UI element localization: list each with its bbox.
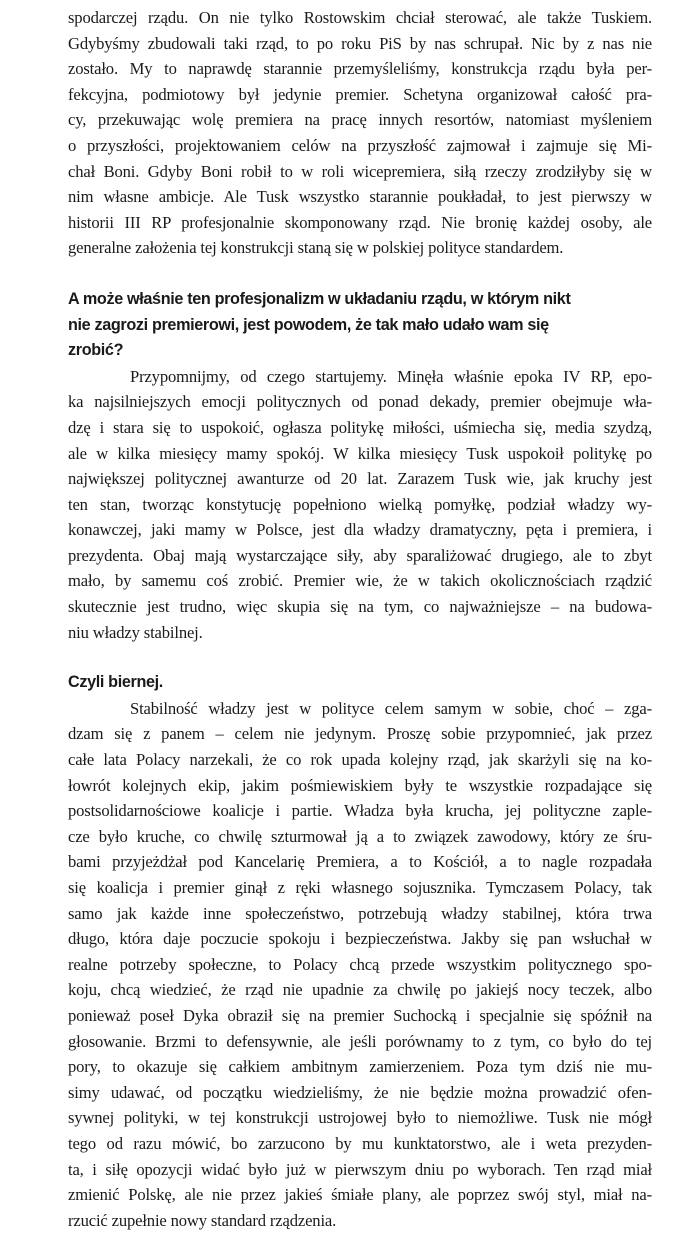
text-line: ten stan, tworząc konstytucję popełniono wielką pomyłkę, podział władzy wy- xyxy=(68,494,652,514)
text-line: bami przyjeżdżał pod Kancelarię Premiera, a to Kościół, a to nagle rozpadała xyxy=(68,852,652,872)
text-line: ale w kilka miesięcy mamy spokój. W kilka miesięcy Tusk uspokoił politykę po xyxy=(68,443,652,463)
text-line: zostało. My to naprawdę starannie przemyśleliśmy, konstrukcja rządu była per- xyxy=(68,59,652,79)
text-line: konawczej, jaki mamy w Polsce, jest dla władzy dramatyczny, pęta i premiera, i xyxy=(68,520,652,540)
text-line: zmienić Polskę, ale nie przez jakieś śmiałe plany, ale poprzez swój styl, miał na- xyxy=(68,1185,652,1205)
paragraph-spacer xyxy=(68,645,652,670)
text-line: długo, która daje poczucie spokoju i bezpieczeństwa. Jakby się pan wsłuchał w xyxy=(68,929,652,949)
interview-question-1 xyxy=(68,287,652,364)
text-line: mało, by samemu coś zrobić. Premier wie, że w takich okolicznościach rządzić xyxy=(68,571,652,591)
text-line: dzam się z panem – celem nie jedynym. Proszę sobie przypomnieć, jak przez xyxy=(68,724,652,744)
question-line: zrobić? xyxy=(68,341,124,360)
answer-paragraph-3 xyxy=(68,696,652,1233)
text-line: skutecznie jest trudno, więc skupia się na tym, co najważniejsze – na budowa- xyxy=(68,597,652,617)
question-line: A może właśnie ten profesjonalizm w układaniu rządu, w którym nikt xyxy=(68,289,571,308)
text-line: sywnej polityki, w tej konstrukcji ustrojowej było to niemożliwe. Tusk nie mógł xyxy=(68,1108,652,1128)
text-line: fekcyjna, podmiotowy był jedynie premier. Schetyna organizował całość pra- xyxy=(68,84,652,104)
text-line: całe lata Polacy narzekali, że co rok upada kolejny rząd, jak skarżyli się na ko- xyxy=(68,750,652,770)
text-line: realne potrzeby społeczne, to Polacy chcą przede wszystkim politycznego spo- xyxy=(68,954,652,974)
text-line: niu władzy stabilnej. xyxy=(68,622,203,642)
text-line: ponieważ poseł Dyka obraził się na premier Suchocką i specjalnie się spóźnił na xyxy=(68,1005,652,1025)
answer-paragraph-2 xyxy=(68,364,652,646)
text-line: się koalicja i premier ginął z ręki własnego sojusznika. Tymczasem Polacy, tak xyxy=(68,878,652,897)
text-line: simy udawać, od początku wiedzieliśmy, że nie będzie można prowadzić ofen- xyxy=(68,1082,652,1102)
text-line: spodarczej rządu. On nie tylko Rostowskim chciał sterować, ale także Tuskiem. xyxy=(68,8,652,27)
text-line: głosowanie. Brzmi to defensywnie, ale jeśli porównamy to z tym, co było do tej xyxy=(68,1031,652,1051)
text-line: Gdybyśmy zbudowali taki rząd, to po roku PiS by nas schrupał. Nic by z nas nie xyxy=(68,33,652,53)
text-line: cze było kruche, co chwilę szturmował ją a to związek zawodowy, który ze śru- xyxy=(68,826,652,846)
text-line: prezydenta. Obaj mają wystarczające siły, aby sparaliżować drugiego, ale to zbyt xyxy=(68,545,652,565)
text-line: historii III RP profesjonalnie skomponowany rząd. Nie bronię każdej osoby, ale xyxy=(68,212,652,232)
text-line: postsolidarnościowe koalicje i partie. Władza była krucha, jej polityczne zaple- xyxy=(68,801,652,821)
text-line: generalne założenia tej konstrukcji staną się w polskiej polityce standardem. xyxy=(68,238,564,258)
text-line: dzę i stara się to uspokoić, ogłasza politykę miłości, uśmiecha się, media szydzą, xyxy=(68,417,652,437)
question-line: Czyli biernej. xyxy=(68,673,163,692)
answer-paragraph-1 xyxy=(68,5,652,261)
text-line: największej politycznej awanturze od 20 lat. Zarazem Tusk wie, jak kruchy jest xyxy=(68,469,652,489)
text-line: rzucić zupełnie nowy standard rządzenia. xyxy=(68,1210,337,1230)
paragraph-spacer xyxy=(68,261,652,287)
text-line: koju, chcą wiedzieć, że rząd nie upadnie za chwilę po jakiejś nocy teczek, albo xyxy=(68,980,652,1000)
text-line: o przyszłości, projektowaniem celów na przyszłość zajmował i zajmuje się Mi- xyxy=(68,135,652,155)
text-line: ka najsilniejszych emocji politycznych od ponad dekady, premier obejmuje wła- xyxy=(68,392,652,412)
text-line: łowrót kolejnych ekip, jakim pośmiewiskiem były te wszystkie rozpadające się xyxy=(68,775,652,795)
document-page xyxy=(68,5,652,1233)
text-line: cy, przekuwając wolę premiera na pracę innych resortów, natomiast myśleniem xyxy=(68,110,652,130)
interview-question-2 xyxy=(68,670,652,696)
text-line: nim własne ambicje. Ale Tusk wszystko starannie poukładał, to jest pierwszy w xyxy=(68,187,652,207)
text-line: ta, i siłę opozycji widać było już w pierwszym dniu po wyborach. Ten rząd miał xyxy=(68,1159,652,1179)
text-line: pory, to okazuje się całkiem ambitnym zamierzeniem. Poza tym dziś nie mu- xyxy=(68,1057,652,1077)
text-line: chał Boni. Gdyby Boni robił to w roli wicepremiera, siłą rzeczy zrodziłyby się w xyxy=(68,161,652,181)
text-line: tego od razu mówić, bo zarzucono by mu kunktatorstwo, ale i weta prezyden- xyxy=(68,1133,652,1153)
question-line: nie zagrozi premierowi, jest powodem, że tak mało udało wam się xyxy=(68,315,549,334)
text-line: Przypomnijmy, od czego startujemy. Minęła właśnie epoka IV RP, epo- xyxy=(130,366,652,386)
text-line: Stabilność władzy jest w polityce celem samym w sobie, choć – zga- xyxy=(130,698,652,718)
text-line: samo jak każde inne społeczeństwo, potrzebują władzy stabilnej, która trwa xyxy=(68,903,652,923)
